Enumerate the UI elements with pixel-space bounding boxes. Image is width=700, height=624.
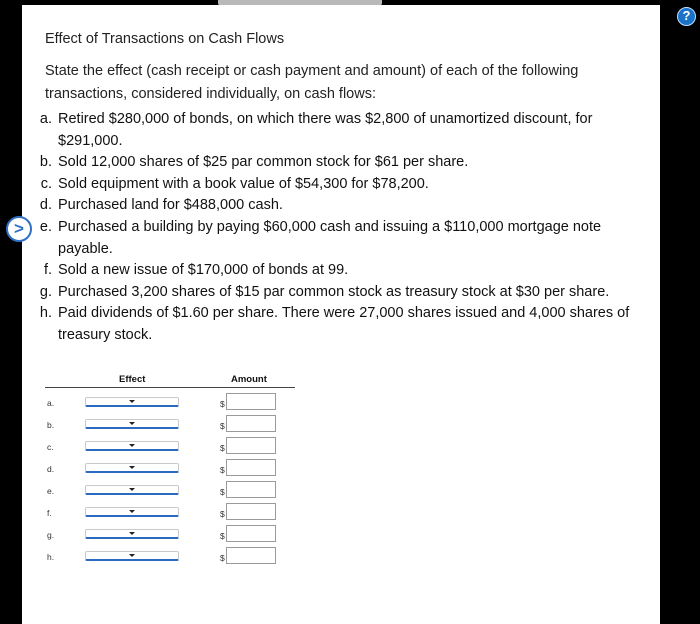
- chevron-down-icon: [129, 422, 135, 425]
- list-item: [30, 174, 645, 196]
- amount-input[interactable]: [226, 481, 276, 498]
- table-row: [0, 462, 700, 480]
- amount-column-header: Amount: [231, 374, 267, 385]
- item-letter: g.: [39, 283, 52, 300]
- dollar-sign: $: [220, 553, 225, 563]
- item-letter: b.: [39, 154, 52, 171]
- dollar-sign: $: [220, 421, 225, 431]
- chevron-down-icon: [129, 466, 135, 469]
- list-item: [30, 282, 645, 304]
- item-text: Sold 12,000 shares of $25 par common stock for $61 per share.: [58, 154, 469, 171]
- chevron-down-icon: [129, 488, 135, 491]
- item-text: Purchased a building by paying $60,000 cash and issuing a $110,000 mortgage note payable.: [58, 218, 602, 257]
- row-label: a.: [47, 398, 55, 408]
- amount-input[interactable]: [226, 415, 276, 432]
- row-label: d.: [47, 464, 55, 474]
- item-text: Retired $280,000 of bonds, on which there was $2,800 of unamortized discount, for $291,000.: [58, 111, 593, 149]
- item-text: Sold a new issue of $170,000 of bonds at 99.: [58, 262, 349, 279]
- chevron-down-icon: [129, 400, 135, 403]
- item-letter: h.: [39, 305, 52, 322]
- amount-input[interactable]: [226, 459, 276, 476]
- table-row: [0, 550, 700, 568]
- chevron-down-icon: [129, 532, 135, 535]
- item-text: Paid dividends of $1.60 per share. There were 27,000 shares issued and 4,000 shares of treasury stock.: [58, 305, 630, 343]
- page-title: Effect of Transactions on Cash Flows: [45, 31, 285, 47]
- list-item: [30, 303, 645, 346]
- dollar-sign: $: [220, 487, 225, 497]
- chevron-down-icon: [129, 510, 135, 513]
- effect-dropdown[interactable]: [85, 441, 179, 451]
- transaction-list: [30, 109, 645, 347]
- table-row: [0, 484, 700, 502]
- table-row: [0, 418, 700, 436]
- list-item: [30, 109, 645, 152]
- row-label: b.: [47, 420, 55, 430]
- item-letter: d.: [39, 197, 52, 214]
- effect-dropdown[interactable]: [85, 485, 179, 495]
- row-label: f.: [47, 508, 52, 518]
- amount-input[interactable]: [226, 503, 276, 520]
- chevron-down-icon: [129, 554, 135, 557]
- item-letter: e.: [39, 218, 52, 235]
- table-row: [0, 396, 700, 414]
- dollar-sign: $: [220, 531, 225, 541]
- list-item: [30, 217, 645, 260]
- effect-dropdown[interactable]: [85, 551, 179, 561]
- next-arrow-button[interactable]: >: [6, 216, 32, 242]
- effect-dropdown[interactable]: [85, 529, 179, 539]
- item-text: Sold equipment with a book value of $54,300 for $78,200.: [58, 175, 429, 192]
- effect-dropdown[interactable]: [85, 419, 179, 429]
- item-letter: f.: [43, 262, 52, 279]
- amount-input[interactable]: [226, 525, 276, 542]
- row-label: e.: [47, 486, 55, 496]
- amount-input[interactable]: [226, 547, 276, 564]
- table-row: [0, 440, 700, 458]
- table-row: [0, 506, 700, 524]
- dollar-sign: $: [220, 399, 225, 409]
- table-row: [0, 528, 700, 546]
- amount-input[interactable]: [226, 437, 276, 454]
- list-item: [30, 152, 645, 174]
- dollar-sign: $: [220, 443, 225, 453]
- dollar-sign: $: [220, 509, 225, 519]
- header-divider: [45, 387, 295, 388]
- row-label: h.: [47, 552, 55, 562]
- item-text: Purchased 3,200 shares of $15 par common stock as treasury stock at $30 per share.: [58, 283, 610, 300]
- chevron-down-icon: [129, 444, 135, 447]
- effect-dropdown[interactable]: [85, 397, 179, 407]
- item-letter: c.: [40, 175, 52, 192]
- effect-dropdown[interactable]: [85, 463, 179, 473]
- amount-input[interactable]: [226, 393, 276, 410]
- list-item: [30, 260, 645, 282]
- dollar-sign: $: [220, 465, 225, 475]
- instructions-text: State the effect (cash receipt or cash payment and amount) of each of the following transactions, considered individually, on cash flows:: [45, 63, 579, 102]
- list-item: [30, 195, 645, 217]
- effect-dropdown[interactable]: [85, 507, 179, 517]
- row-label: c.: [47, 442, 54, 452]
- item-letter: a.: [39, 111, 52, 127]
- item-text: Purchased land for $488,000 cash.: [58, 197, 283, 214]
- help-icon[interactable]: ?: [677, 7, 696, 26]
- row-label: g.: [47, 530, 55, 540]
- effect-column-header: Effect: [119, 374, 146, 385]
